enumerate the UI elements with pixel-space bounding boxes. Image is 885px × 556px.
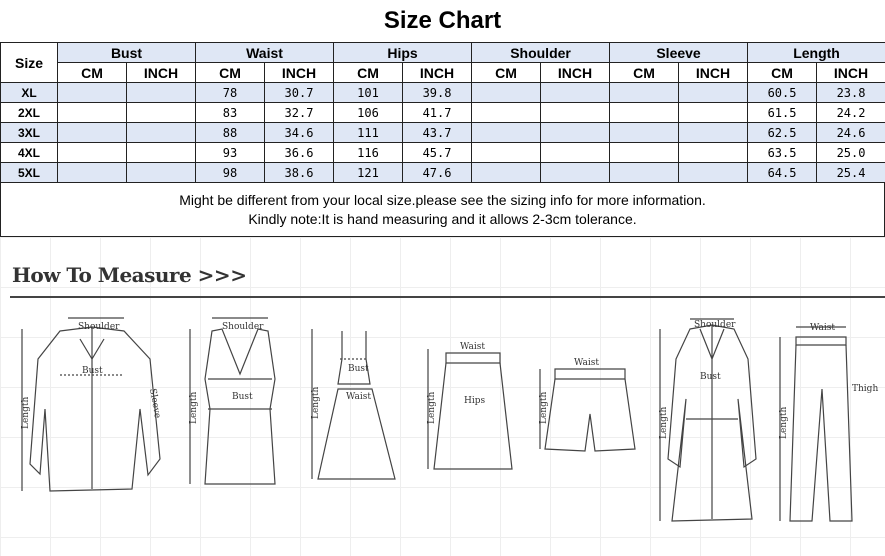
header-row-groups xyxy=(1,43,885,63)
size-cell: 5XL xyxy=(1,163,58,183)
table-cell: 83 xyxy=(196,103,265,123)
table-cell: 121 xyxy=(334,163,403,183)
note-line: Might be different from your local size.please see the sizing info for more information. xyxy=(179,191,706,208)
group-header-length: Length xyxy=(748,43,885,63)
table-cell xyxy=(610,163,679,183)
table-cell xyxy=(472,83,541,103)
table-row xyxy=(1,103,885,123)
table-cell xyxy=(58,143,127,163)
table-cell: 78 xyxy=(196,83,265,103)
table-cell xyxy=(472,143,541,163)
table-cell xyxy=(58,123,127,143)
table-cell: 39.8 xyxy=(403,83,472,103)
unit-header-cm: CM xyxy=(610,63,679,83)
table-cell xyxy=(541,163,610,183)
table-cell: 25.0 xyxy=(817,143,885,163)
label-length: Length xyxy=(427,391,437,424)
label-bust: Bust xyxy=(348,364,369,374)
unit-header-cm: CM xyxy=(748,63,817,83)
unit-header-inch: INCH xyxy=(127,63,196,83)
table-cell: 43.7 xyxy=(403,123,472,143)
label-bust: Bust xyxy=(232,392,253,402)
table-cell: 38.6 xyxy=(265,163,334,183)
table-cell xyxy=(127,103,196,123)
group-header-sleeve: Sleeve xyxy=(610,43,748,63)
dress-figure xyxy=(318,331,395,479)
table-cell xyxy=(541,143,610,163)
unit-header-inch: INCH xyxy=(541,63,610,83)
table-cell xyxy=(127,143,196,163)
table-cell xyxy=(58,83,127,103)
table-cell xyxy=(610,83,679,103)
table-cell: 93 xyxy=(196,143,265,163)
chart-title: Size Chart xyxy=(383,7,502,34)
table-cell: 24.2 xyxy=(817,103,885,123)
table-cell: 88 xyxy=(196,123,265,143)
table-cell: 41.7 xyxy=(403,103,472,123)
table-cell: 101 xyxy=(334,83,403,103)
label-length: Length xyxy=(311,386,321,419)
group-header-hips: Hips xyxy=(334,43,472,63)
size-cell: XL xyxy=(1,83,58,103)
table-cell xyxy=(679,143,748,163)
table-cell: 25.4 xyxy=(817,163,885,183)
coat-figure xyxy=(668,325,756,521)
camisole-figure xyxy=(205,329,275,484)
label-waist: Waist xyxy=(574,358,599,368)
table-cell xyxy=(127,83,196,103)
table-cell xyxy=(541,83,610,103)
label-waist: Waist xyxy=(810,323,835,333)
table-cell: 23.8 xyxy=(817,83,885,103)
garment-illustrations xyxy=(0,299,885,556)
table-cell xyxy=(127,163,196,183)
table-row xyxy=(1,143,885,163)
size-cell: 2XL xyxy=(1,103,58,123)
label-length: Length xyxy=(779,406,789,439)
size-table xyxy=(0,42,885,183)
header-row-units xyxy=(1,63,885,83)
size-note xyxy=(0,183,885,237)
trousers-figure xyxy=(790,337,852,521)
how-to-measure-section xyxy=(0,237,885,556)
table-row xyxy=(1,123,885,143)
label-waist: Waist xyxy=(460,342,485,352)
table-cell xyxy=(127,123,196,143)
table-row xyxy=(1,83,885,103)
size-cell: 3XL xyxy=(1,123,58,143)
label-sleeve: Sleeve xyxy=(147,387,163,420)
note-line: Kindly note:It is hand measuring and it allows 2-3cm tolerance. xyxy=(248,210,637,227)
table-cell xyxy=(610,123,679,143)
table-cell xyxy=(610,143,679,163)
table-cell: 61.5 xyxy=(748,103,817,123)
table-cell xyxy=(472,103,541,123)
group-header-bust: Bust xyxy=(58,43,196,63)
table-cell xyxy=(679,123,748,143)
table-cell: 60.5 xyxy=(748,83,817,103)
table-cell: 47.6 xyxy=(403,163,472,183)
size-column-header: Size xyxy=(1,43,58,83)
table-cell: 116 xyxy=(334,143,403,163)
label-bust: Bust xyxy=(700,372,721,382)
heading-rule xyxy=(10,296,885,298)
table-cell xyxy=(472,163,541,183)
table-cell xyxy=(58,103,127,123)
table-cell xyxy=(679,83,748,103)
table-cell: 106 xyxy=(334,103,403,123)
label-length: Length xyxy=(659,406,669,439)
unit-header-cm: CM xyxy=(58,63,127,83)
table-cell xyxy=(679,103,748,123)
unit-header-inch: INCH xyxy=(403,63,472,83)
arrows-icon: >>> xyxy=(197,263,247,287)
table-cell: 36.6 xyxy=(265,143,334,163)
label-thigh: Thigh xyxy=(852,384,879,394)
table-cell xyxy=(610,103,679,123)
shirt-figure xyxy=(30,327,163,491)
how-to-measure-heading xyxy=(12,263,246,287)
label-length: Length xyxy=(21,396,31,429)
heading-text: How To Measure xyxy=(12,263,192,287)
unit-header-inch: INCH xyxy=(265,63,334,83)
unit-header-inch: INCH xyxy=(817,63,885,83)
table-cell xyxy=(679,163,748,183)
label-hips: Hips xyxy=(464,396,486,406)
unit-header-cm: CM xyxy=(196,63,265,83)
table-cell: 98 xyxy=(196,163,265,183)
label-shoulder: Shoulder xyxy=(222,322,264,332)
table-cell: 24.6 xyxy=(817,123,885,143)
unit-header-cm: CM xyxy=(334,63,403,83)
shorts-figure xyxy=(545,369,635,451)
table-cell: 64.5 xyxy=(748,163,817,183)
label-waist: Waist xyxy=(346,392,371,402)
label-shoulder: Shoulder xyxy=(78,322,120,332)
table-cell: 63.5 xyxy=(748,143,817,163)
table-cell: 62.5 xyxy=(748,123,817,143)
label-length: Length xyxy=(539,391,549,424)
table-cell xyxy=(472,123,541,143)
table-cell: 34.6 xyxy=(265,123,334,143)
table-cell: 32.7 xyxy=(265,103,334,123)
label-bust: Bust xyxy=(82,366,103,376)
label-length: Length xyxy=(189,391,199,424)
table-cell xyxy=(541,123,610,143)
table-cell: 111 xyxy=(334,123,403,143)
table-cell xyxy=(58,163,127,183)
unit-header-inch: INCH xyxy=(679,63,748,83)
size-cell: 4XL xyxy=(1,143,58,163)
table-row xyxy=(1,163,885,183)
group-header-waist: Waist xyxy=(196,43,334,63)
group-header-shoulder: Shoulder xyxy=(472,43,610,63)
skirt-figure xyxy=(434,353,512,469)
table-cell xyxy=(541,103,610,123)
table-cell: 45.7 xyxy=(403,143,472,163)
unit-header-cm: CM xyxy=(472,63,541,83)
label-shoulder: Shoulder xyxy=(694,320,736,330)
table-cell: 30.7 xyxy=(265,83,334,103)
